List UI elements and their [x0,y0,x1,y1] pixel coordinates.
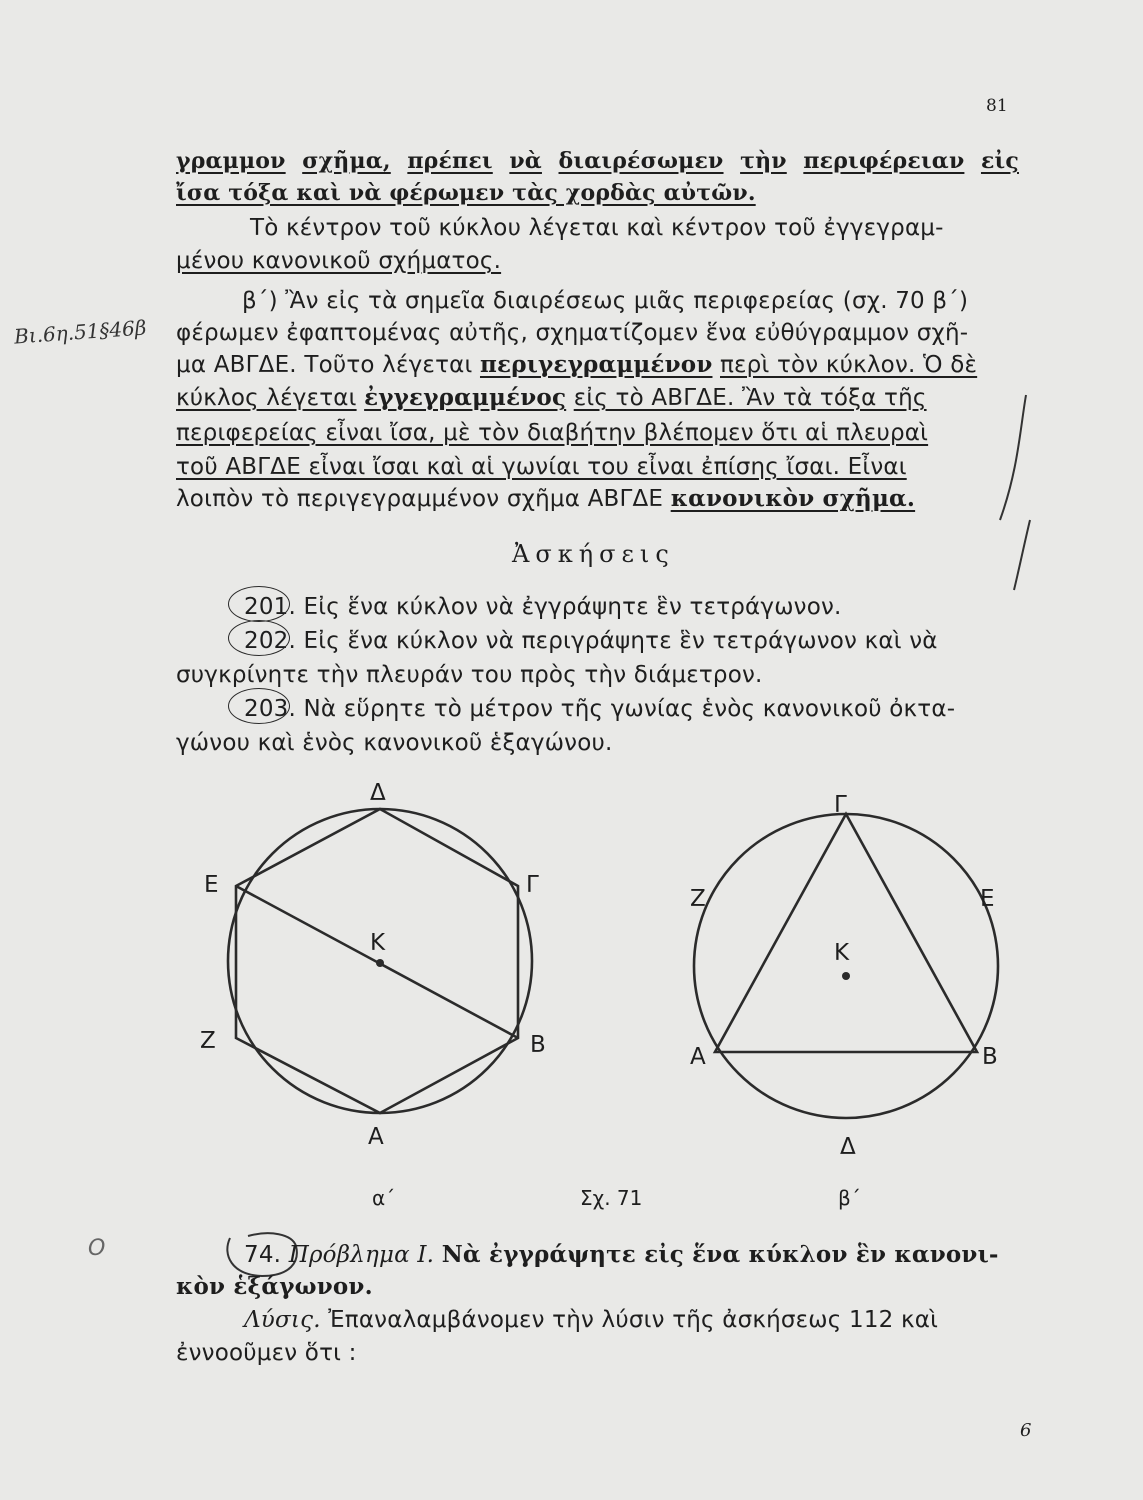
exercise-text: . Εἰς ἕνα κύκλον νὰ ἐγγράψητε ἓν τετράγωνον. [288,594,842,620]
signature-mark: 6 [1020,1420,1032,1441]
word: διαιρέσωμεν [558,148,724,174]
word: εἰς [980,148,1019,174]
label-b-bottom: Δ [840,1134,856,1160]
solution-text: Ἐπαναλαμβάνομεν τὴν λύσιν τῆς ἀσκήσεως 112 καὶ [328,1307,939,1333]
label-b-upper-left: Ζ [690,886,706,912]
exercise-text: . Νὰ εὕρητε τὸ μέτρον τῆς γωνίας ἑνὸς κανονικοῦ ὀκτα- [288,696,956,722]
term-circumscribed: περιγεγραμμένον [479,351,713,378]
text-span: κύκλος λέγεται [176,385,357,411]
word: πρέπει [407,148,493,174]
paragraph-3-line-1: β΄) Ἂν εἰς τὰ σημεῖα διαιρέσεως μιᾶς περιφερείας (σχ. 70 β΄) [242,288,969,314]
exercise-number: 201 [244,594,289,620]
label-a-bottom: Α [368,1124,384,1150]
figure-caption: Σχ. 71 [580,1186,643,1210]
label-b-lower-right: Β [982,1044,998,1070]
paragraph-3-line-2: φέρωμεν ἐφαπτομένας αὐτῆς, σχηματίζομεν ἕνα εὐθύγραμμον σχῆ- [176,320,969,346]
hand-drawn-bracket [1000,395,1030,590]
text-span: περὶ τὸν κύκλον. Ὁ δὲ [720,352,978,378]
equilateral-triangle [715,814,977,1052]
figure-caption-a: α΄ [372,1186,396,1210]
margin-mark: O [88,1236,106,1261]
label-a-top: Δ [370,780,386,806]
figure-b [694,814,998,1118]
text-span: μα ΑΒΓΔΕ. Τοῦτο λέγεται [176,352,473,378]
solution-line-2: ἐννοοῦμεν ὅτι : [176,1340,357,1366]
problem-title: Πρόβλημα Ι. [288,1242,435,1268]
exercises-heading: Ἀσκήσεις [512,540,675,568]
word: σχῆμα, [302,148,391,174]
exercise-number: 203 [244,696,289,722]
problem-74-line-1 [244,1240,1019,1270]
figure-caption-b: β΄ [838,1186,861,1210]
label-a-lower-left: Ζ [200,1028,216,1054]
page-number: 81 [986,96,1008,116]
text-span: τοῦ ΑΒΓΔΕ εἶναι ἴσαι καὶ αἱ γωνίαι του εἶναι ἐπίσης ἴσαι. Εἶναι [176,454,907,480]
center-point-a [376,959,384,967]
label-b-upper-right: Ε [980,886,995,912]
label-b-top: Γ [834,792,847,818]
term-inscribed: ἐγγεγραμμένος [364,384,567,411]
center-point-b [842,972,850,980]
problem-74-line-2: κὸν ἑξάγωνον. [176,1273,373,1300]
margin-handwritten-note: Βι.6η.51§46β [13,315,148,349]
text-span: μένου κανονικοῦ σχήματος. [176,248,502,274]
exercise-203-line-2: γώνου καὶ ἑνὸς κανονικοῦ ἑξαγώνου. [176,730,613,756]
text-span: λοιπὸν τὸ περιγεγραμμένον σχῆμα ΑΒΓΔΕ [176,486,664,512]
word: περιφέρειαν [803,148,965,174]
exercise-number: 202 [244,628,289,654]
word: γραμμον [176,148,286,174]
label-b-lower-left: Α [690,1044,706,1070]
circle-b [694,814,998,1118]
label-a-center: Κ [370,930,386,956]
text-span: εἰς τὸ ΑΒΓΔΕ. Ἂν τὰ τόξα τῆς [573,385,927,411]
word: νὰ [509,148,542,174]
label-b-center: Κ [834,940,850,966]
solution-label: Λύσις. [244,1307,321,1333]
text-span: ἴσα τόξα καὶ νὰ φέρωμεν τὰς χορδὰς αὐτῶν. [176,180,756,206]
label-a-lower-right: Β [530,1032,546,1058]
label-a-upper-right: Γ [526,872,539,898]
text-span: περιφερείας εἶναι ἴσα, μὲ τὸν διαβήτην βλέπομεν ὅτι αἱ πλευραὶ [176,420,929,446]
paragraph-2-line-1: Τὸ κέντρον τοῦ κύκλου λέγεται καὶ κέντρον τοῦ ἐγγεγραμ- [250,215,944,241]
label-a-upper-left: Ε [204,872,219,898]
term-regular-shape: κανονικὸν σχῆμα. [670,485,916,512]
exercise-text: . Εἰς ἕνα κύκλον νὰ περιγράψητε ἓν τετράγωνον καὶ νὰ [288,628,938,654]
problem-number: 74. [244,1242,282,1268]
word: τὴν [740,148,787,174]
problem-statement: Νὰ ἐγγράψητε εἰς ἕνα κύκλον ἓν κανονι- [441,1241,999,1268]
exercise-202-line-2: συγκρίνητε τὴν πλευράν του πρὸς τὴν διάμετρον. [176,662,763,688]
solution-line-1 [244,1305,1019,1335]
